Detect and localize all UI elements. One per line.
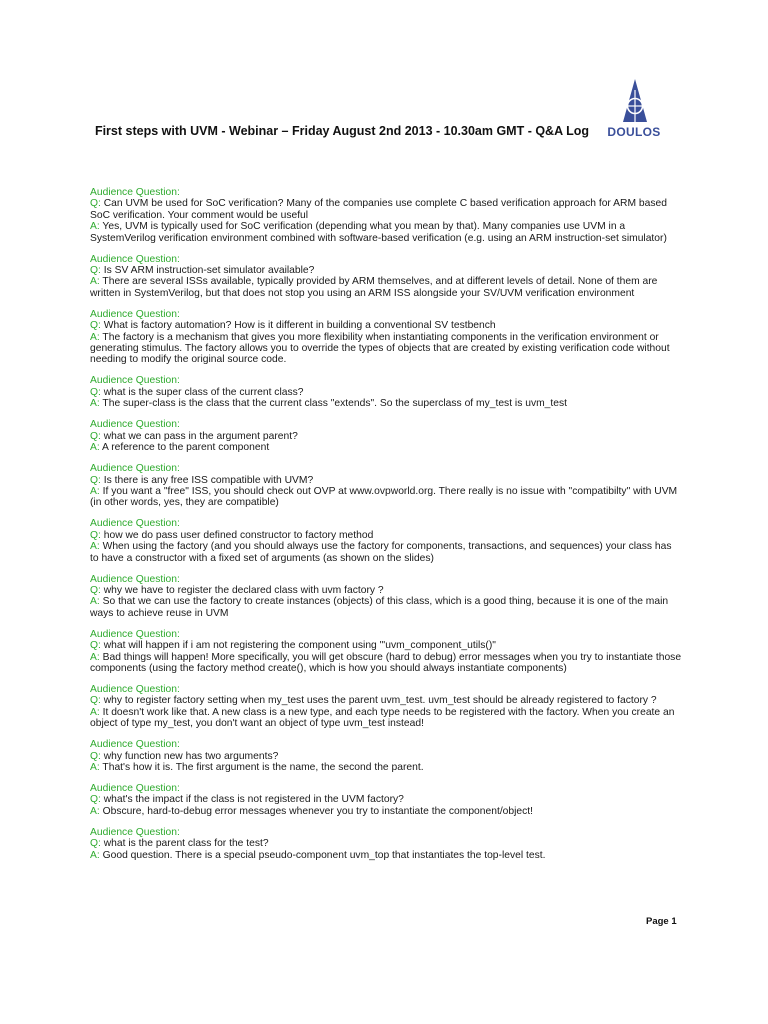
question-text: what will happen if i am not registering the component using "'uvm_component_utils()" bbox=[103, 640, 496, 652]
question-text: Is SV ARM instruction-set simulator available? bbox=[103, 265, 315, 277]
question-text: Can UVM be used for SoC verification? Many of the companies use complete C based verification approach for ARM based SoC verification. Your comment would be useful bbox=[90, 198, 667, 221]
answer-text: Obscure, hard-to-debug error messages whenever you try to instantiate the component/object! bbox=[102, 805, 534, 817]
answer-text: The super-class is the class that the current class "extends". So the superclass of my_test is uvm_test bbox=[102, 398, 567, 410]
answer-label: A: bbox=[90, 706, 100, 718]
question-line bbox=[90, 387, 682, 398]
doulos-logo bbox=[592, 78, 676, 150]
qa-entry bbox=[90, 574, 682, 620]
qa-entry bbox=[90, 375, 682, 409]
question-text: what is the super class of the current class? bbox=[103, 386, 304, 398]
question-line bbox=[90, 585, 682, 596]
question-line bbox=[90, 530, 682, 541]
answer-text: Bad things will happen! More specifically, you will get obscure (hard to debug) error messages when you try to instantiate those components (using the factory method create(), which is how you should always instantiate components) bbox=[90, 651, 682, 674]
question-line bbox=[90, 695, 682, 706]
answer-text: It doesn't work like that. A new class is a new type, and each type needs to be registered with the factory. When you create an object of type my_test, you don't want an object of type uvm_test instead! bbox=[90, 706, 675, 730]
answer-text: If you want a "free" ISS, you should check out OVP at www.ovpworld.org. There really is no issue with "compatibilty" with UVM (in other words, yes, they are compatible) bbox=[90, 485, 678, 509]
page-number: Page 1 bbox=[646, 916, 677, 927]
qa-entry bbox=[90, 518, 682, 564]
question-text: what is the parent class for the test? bbox=[103, 838, 269, 850]
qa-entry bbox=[90, 309, 682, 366]
doulos-logo-icon bbox=[622, 78, 648, 124]
question-line bbox=[90, 198, 682, 221]
question-text: why function new has two arguments? bbox=[103, 750, 279, 762]
question-line bbox=[90, 475, 682, 486]
answer-text: There are several ISSs available, typically provided by ARM themselves, and at different levels of detail. None of them are written in SystemVerilog, but that does not stop you using an ARM ISS alongside your SV/UVM verification environment bbox=[90, 276, 658, 299]
question-label: Q: bbox=[90, 320, 101, 332]
answer-line bbox=[90, 442, 682, 453]
audience-question-heading: Audience Question: bbox=[90, 463, 180, 475]
audience-question-heading: Audience Question: bbox=[90, 518, 180, 530]
audience-question-heading: Audience Question: bbox=[90, 628, 180, 640]
qa-entry bbox=[90, 254, 682, 300]
question-label: Q: bbox=[90, 750, 101, 762]
answer-label: A: bbox=[90, 651, 100, 663]
question-line bbox=[90, 751, 682, 762]
question-line bbox=[90, 431, 682, 442]
answer-label: A: bbox=[90, 276, 100, 288]
question-label: Q: bbox=[90, 474, 101, 486]
qa-entry bbox=[90, 739, 682, 773]
question-label: Q: bbox=[90, 529, 101, 541]
answer-line bbox=[90, 486, 682, 509]
answer-text: So that we can use the factory to create instances (objects) of this class, which is a good thing, because it is one of the main ways to achieve reuse in UVM bbox=[90, 596, 669, 619]
question-text: what's the impact if the class is not registered in the UVM factory? bbox=[103, 794, 404, 806]
question-label: Q: bbox=[90, 386, 101, 398]
answer-line bbox=[90, 850, 682, 861]
answer-label: A: bbox=[90, 485, 100, 497]
logo-text: DOULOS bbox=[607, 125, 661, 139]
audience-question-heading: Audience Question: bbox=[90, 683, 180, 695]
answer-label: A: bbox=[90, 331, 100, 343]
question-line bbox=[90, 838, 682, 849]
answer-line bbox=[90, 707, 682, 730]
qa-entry bbox=[90, 629, 682, 675]
audience-question-heading: Audience Question: bbox=[90, 253, 180, 265]
audience-question-heading: Audience Question: bbox=[90, 187, 180, 198]
question-text: What is factory automation? How is it different in building a conventional SV testbench bbox=[103, 320, 496, 332]
question-line bbox=[90, 320, 682, 331]
question-line bbox=[90, 794, 682, 805]
answer-label: A: bbox=[90, 596, 100, 608]
question-label: Q: bbox=[90, 695, 101, 707]
question-label: Q: bbox=[90, 430, 101, 442]
answer-label: A: bbox=[90, 849, 100, 861]
answer-line bbox=[90, 652, 682, 675]
audience-question-heading: Audience Question: bbox=[90, 573, 180, 585]
question-text: what we can pass in the argument parent? bbox=[103, 430, 298, 442]
qa-entry bbox=[90, 419, 682, 453]
answer-line bbox=[90, 221, 682, 244]
answer-line bbox=[90, 541, 682, 564]
answer-line bbox=[90, 596, 682, 619]
question-text: why we have to register the declared class with uvm factory ? bbox=[103, 584, 384, 596]
answer-text: That's how it is. The first argument is the name, the second the parent. bbox=[102, 762, 424, 773]
question-label: Q: bbox=[90, 794, 101, 806]
answer-label: A: bbox=[90, 541, 100, 553]
question-text: how we do pass user defined constructor to factory method bbox=[103, 529, 374, 541]
answer-text: Yes, UVM is typically used for SoC verification (depending what you mean by that). Many companies use UVM in a SystemVerilog verification environment combined with software-based verification (e.g. using an ARM instruction-set simulator) bbox=[90, 221, 667, 244]
question-label: Q: bbox=[90, 198, 101, 210]
qa-entry bbox=[90, 463, 682, 509]
answer-label: A: bbox=[90, 442, 100, 454]
answer-text: A reference to the parent component bbox=[102, 442, 270, 454]
question-text: why to register factory setting when my_test uses the parent uvm_test. uvm_test should be already registered to factory ? bbox=[103, 695, 657, 707]
question-label: Q: bbox=[90, 838, 101, 850]
answer-text: When using the factory (and you should always use the factory for components, transactions, and sequences) your class has to have a constructor with a fixed set of arguments (as shown on the slides) bbox=[90, 541, 672, 564]
question-label: Q: bbox=[90, 640, 101, 652]
answer-line bbox=[90, 398, 682, 409]
qa-entry bbox=[90, 187, 682, 244]
qa-entry bbox=[90, 827, 682, 861]
audience-question-heading: Audience Question: bbox=[90, 308, 180, 320]
audience-question-heading: Audience Question: bbox=[90, 783, 180, 794]
answer-line bbox=[90, 276, 682, 299]
qa-entry bbox=[90, 684, 682, 730]
page-title: First steps with UVM - Webinar – Friday August 2nd 2013 - 10.30am GMT - Q&A Log bbox=[94, 124, 590, 138]
answer-text: Good question. There is a special pseudo-component uvm_top that instantiates the top-level test. bbox=[102, 849, 546, 861]
answer-line bbox=[90, 806, 682, 817]
answer-text: The factory is a mechanism that gives you more flexibility when instantiating components in the verification environment or generating stimulus. The factory allows you to override the types of objects that are created by existing verification code without needing to modify the original source code. bbox=[90, 331, 670, 366]
answer-label: A: bbox=[90, 221, 100, 233]
question-line bbox=[90, 265, 682, 276]
answer-label: A: bbox=[90, 762, 100, 773]
answer-line bbox=[90, 762, 682, 773]
audience-question-heading: Audience Question: bbox=[90, 826, 180, 838]
question-line bbox=[90, 640, 682, 651]
qa-list bbox=[90, 187, 682, 871]
answer-label: A: bbox=[90, 398, 100, 410]
audience-question-heading: Audience Question: bbox=[90, 375, 180, 387]
question-label: Q: bbox=[90, 265, 101, 277]
question-label: Q: bbox=[90, 584, 101, 596]
qa-entry bbox=[90, 783, 682, 817]
answer-line bbox=[90, 332, 682, 366]
audience-question-heading: Audience Question: bbox=[90, 419, 180, 431]
answer-label: A: bbox=[90, 805, 100, 817]
audience-question-heading: Audience Question: bbox=[90, 739, 180, 751]
question-text: Is there is any free ISS compatible with UVM? bbox=[103, 474, 314, 486]
